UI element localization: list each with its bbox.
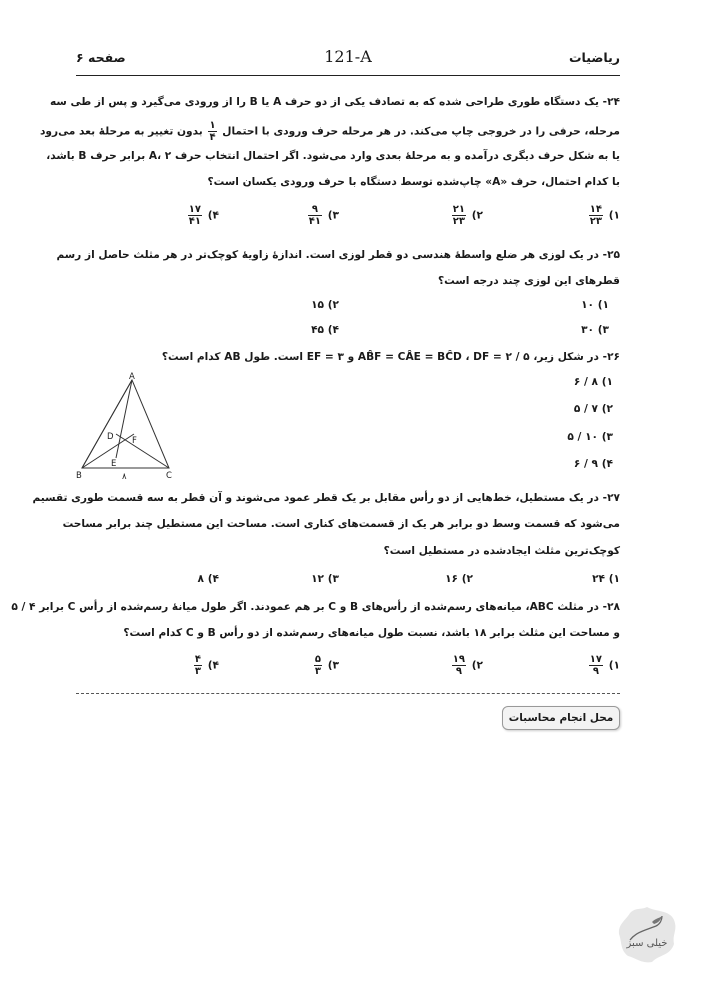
q27-option-4[interactable]: ۴) ۸: [197, 573, 219, 585]
q28-option-2-den: ۹: [455, 666, 462, 677]
q25-option-3[interactable]: ۳) ۳۰: [581, 324, 609, 336]
subject-title: ریاضیات: [568, 50, 620, 65]
q24-option-4-fraction: [188, 204, 202, 227]
q28-option-1-num: ۱۷: [589, 654, 602, 665]
q25-option-4[interactable]: ۴) ۴۵: [311, 324, 339, 336]
calculation-area-label: محل انجام محاسبات: [502, 706, 620, 730]
page-number: صفحه ۶: [76, 50, 126, 65]
q24-line-2-part-a: مرحله، حرفی را در خروجی چاپ می‌کند. در هر مرحله حرف ورودی با احتمال: [222, 125, 620, 138]
q28-option-4-fraction: [194, 654, 202, 677]
q28-option-2[interactable]: [450, 654, 483, 677]
q24-option-3[interactable]: [306, 204, 339, 227]
q28-line-1: ۲۸- در مثلث ABC، میانه‌های رسم‌شده از رأس‌های B و C بر هم عمودند. اگر طول میانهٔ رسم‌شده از رأس C برابر ۴ / ۵: [11, 601, 620, 613]
q28-option-1-fraction: [589, 654, 603, 677]
q28-option-3-den: ۳: [314, 666, 321, 677]
label-base: ۸: [122, 472, 127, 482]
q24-prob-num: ۱: [209, 120, 216, 131]
q24-option-3-label: ۳): [327, 209, 339, 222]
q24-option-3-num: ۹: [308, 204, 322, 216]
q24-option-2-den: ۲۳: [452, 216, 465, 227]
q26-option-1[interactable]: ۱) ۸ / ۶: [573, 376, 613, 388]
q25-line-1: ۲۵- در یک لوزی هر ضلع واسطهٔ هندسی دو قطر لوزی است. اندازهٔ زاویهٔ کوچک‌تر در هر مثلث حاصل از رسم: [56, 249, 620, 261]
q25-option-2[interactable]: ۲) ۱۵: [311, 299, 339, 311]
q25-option-1[interactable]: ۱) ۱۰: [581, 299, 609, 311]
q24-option-1-label: ۱): [608, 209, 620, 222]
q26-option-4[interactable]: ۴) ۹ / ۶: [573, 458, 613, 470]
q28-option-1-label: ۱): [608, 659, 620, 672]
q24-option-2-label: ۲): [471, 209, 483, 222]
q24-option-3-den: ۴۱: [308, 216, 321, 227]
q27-option-2[interactable]: ۲) ۱۶: [445, 573, 473, 585]
q24-probability-fraction: [208, 120, 216, 143]
q24-option-1-num: ۱۴: [589, 204, 602, 215]
q28-option-2-num: ۱۹: [452, 654, 465, 665]
side-ab: [82, 380, 132, 468]
q28-option-2-fraction: [452, 654, 466, 677]
dashed-separator: [76, 693, 620, 694]
logo-badge-shape: [619, 907, 675, 962]
q28-option-3-label: ۳): [327, 659, 339, 672]
q24-prob-den: ۴: [209, 132, 216, 143]
q24-option-4-den: ۴۱: [188, 216, 201, 227]
q24-option-4-num: ۱۷: [188, 204, 201, 215]
header-rule: [76, 75, 620, 76]
q28-option-3-num: ۵: [314, 654, 321, 665]
q26-option-3[interactable]: ۳) ۱۰ / ۵: [567, 431, 613, 443]
label-e: E: [111, 459, 117, 469]
label-f: F: [132, 436, 137, 446]
q26-triangle-figure: [76, 372, 180, 484]
q24-option-2-num: ۲۱: [452, 204, 465, 215]
q28-option-3[interactable]: [312, 654, 339, 677]
q24-option-1-fraction: [589, 204, 603, 227]
q28-line-2: و مساحت این مثلث برابر ۱۸ باشد، نسبت طول میانه‌های رسم‌شده از دو رأس B و C کدام است؟: [123, 627, 620, 639]
q24-line-2: [40, 120, 620, 143]
q28-option-4[interactable]: [192, 654, 219, 677]
line-ae: [116, 380, 132, 458]
q27-line-1: ۲۷- در یک مستطیل، خط‌هایی از دو رأس مقابل بر یک قطر عمود می‌شوند و آن قطر به سه قسمت طوری تقسیم: [32, 492, 620, 504]
q27-line-3: کوچک‌ترین مثلث ایجادشده در مستطیل است؟: [383, 545, 620, 557]
publisher-logo: [616, 904, 678, 966]
q28-option-4-den: ۳: [194, 666, 201, 677]
q26-option-2[interactable]: ۲) ۷ / ۵: [573, 403, 613, 415]
label-b: B: [76, 471, 82, 481]
page-header: [76, 47, 620, 70]
q24-line-3: یا به شکل حرف دیگری درآمده و به مرحلهٔ بعدی وارد می‌شود. اگر احتمال انتخاب حرف A، ۲ برابر حرف B باشد،: [46, 150, 620, 162]
triangle-abc: [82, 380, 169, 468]
q25-line-2: قطرهای این لوزی چند درجه است؟: [438, 275, 620, 287]
q24-option-2[interactable]: [450, 204, 483, 227]
q24-line-2-part-b: بدون تغییر به مرحلهٔ بعد می‌رود: [39, 125, 203, 138]
q28-option-3-fraction: [314, 654, 322, 677]
q24-option-4-label: ۴): [207, 209, 219, 222]
label-d: D: [107, 432, 114, 442]
q24-option-2-fraction: [452, 204, 466, 227]
q24-line-4: با کدام احتمال، حرف «A» چاپ‌شده توسط دستگاه با حرف ورودی یکسان است؟: [207, 176, 620, 188]
q27-line-2: می‌شود که قسمت وسط دو برابر هر یک از قسمت‌های کناری است. مساحت این مستطیل چند برابر مساحت: [62, 518, 620, 530]
line-cd: [116, 434, 169, 468]
label-c: C: [166, 471, 172, 481]
q26-line-1: ۲۶- در شکل زیر، AB̂F = CÂE = BĈD ، DF = ۲ / ۵ و EF = ۳ است. طول AB کدام است؟: [161, 351, 620, 363]
q28-option-4-label: ۴): [207, 659, 219, 672]
label-a: A: [129, 372, 135, 382]
q28-option-2-label: ۲): [471, 659, 483, 672]
q28-option-4-num: ۴: [194, 654, 201, 665]
q28-option-1[interactable]: [587, 654, 620, 677]
q24-option-3-fraction: [308, 204, 322, 227]
q24-option-1[interactable]: [587, 204, 620, 227]
q28-option-1-den: ۹: [592, 666, 599, 677]
q24-option-4[interactable]: [186, 204, 219, 227]
q24-line-1: ۲۴- یک دستگاه طوری طراحی شده که به تصادف یکی از دو حرف A یا B را از ورودی می‌گیرد و پس از طی سه: [49, 96, 620, 108]
logo-text: خیلی سبز: [626, 938, 668, 949]
q24-option-1-den: ۲۳: [589, 216, 602, 227]
q27-option-3[interactable]: ۳) ۱۲: [311, 573, 339, 585]
q27-option-1[interactable]: ۱) ۲۴: [592, 573, 620, 585]
exam-code: 121-A: [324, 47, 372, 66]
